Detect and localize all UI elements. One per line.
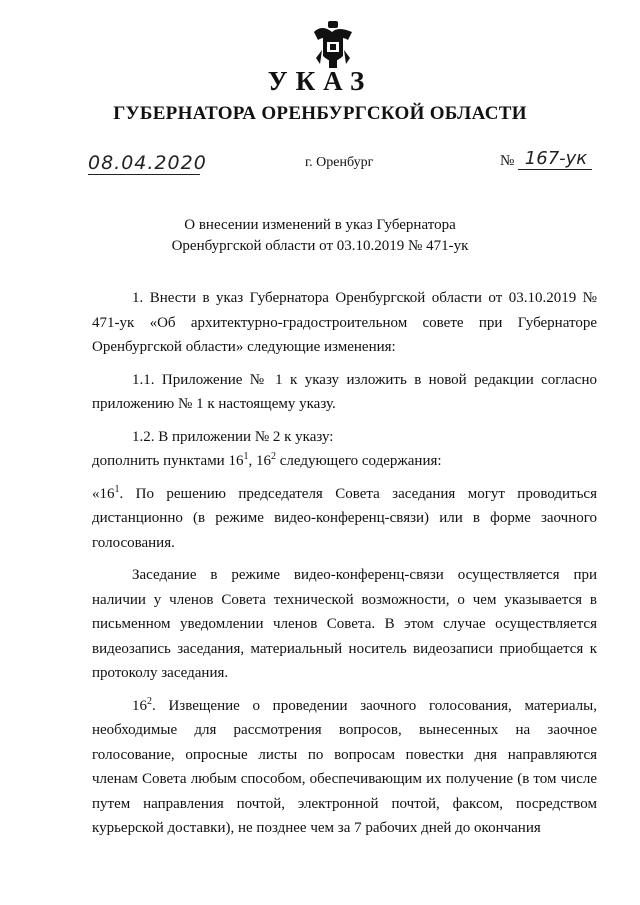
superscript: 1	[114, 483, 120, 495]
document-subtitle: ГУБЕРНАТОРА ОРЕНБУРГСКОЙ ОБЛАСТИ	[113, 103, 527, 124]
text-fragment: следующего содержания:	[275, 453, 442, 469]
date-underline	[88, 174, 200, 175]
document-body	[92, 286, 597, 841]
document-subject	[0, 215, 640, 257]
paragraph-point-16-1	[92, 482, 597, 556]
text-fragment: дополнить пунктами 16	[92, 453, 244, 469]
text-fragment: . По решению председателя Совета заседания могут проводиться дистанционно (в режиме видео-конференц-связи) или в форме заочного голосования.	[92, 485, 597, 551]
subject-line-2: Оренбургской области от 03.10.2019 № 471-ук	[171, 238, 469, 254]
superscript: 2	[270, 451, 276, 462]
paragraph-point-16-2	[92, 694, 597, 841]
text-fragment: , 16	[248, 453, 271, 469]
number-underline	[518, 169, 592, 170]
document-title: УКАЗ	[267, 66, 373, 96]
superscript: 2	[147, 695, 152, 707]
paragraph-1-1: 1.1. Приложение № 1 к указу изложить в новой редакции согласно приложению № 1 к настоящему указу.	[92, 371, 597, 412]
paragraph-1: 1. Внести в указ Губернатора Оренбургской области от 03.10.2019 № 471-ук «Об архитектурно-градостроительном совете при Губернаторе Оренбургской области» следующие изменения:	[92, 290, 597, 355]
superscript: 1	[243, 451, 249, 462]
document-date: 08.04.2020	[88, 152, 207, 174]
subject-line-1: О внесении изменений в указ Губернатора	[184, 217, 456, 233]
document-city: г. Оренбург	[305, 155, 374, 170]
document-number: 167-ук	[524, 148, 588, 169]
coat-of-arms-icon	[308, 20, 358, 70]
text-fragment: 16	[132, 697, 147, 714]
paragraph-video-conference: Заседание в режиме видео-конференц-связи осуществляется при наличии у членов Совета технической возможности, о чем указывается в письменном уведомлении членов Совета. В этом случае осуществляется видеозапись заседания, материальный носитель видеозаписи приобщается к протоколу заседания.	[92, 567, 597, 681]
number-label: №	[500, 153, 515, 169]
text-fragment: . Извещение о проведении заочного голосования, материалы, необходимые для рассмотрения вопросов, вынесенных на заочное голосование, опросные листы по вопросам повестки дня направляются членам Совета любым способом, обеспечивающим их получение (в том числе путем направления почтой, электронной почтой, факсом, посредством курьерской доставки), не позднее чем за 7 рабочих дней до окончания	[92, 697, 597, 836]
paragraph-add-points	[92, 449, 597, 474]
text-fragment: «16	[92, 485, 115, 502]
paragraph-1-2: 1.2. В приложении № 2 к указу:	[132, 428, 334, 445]
